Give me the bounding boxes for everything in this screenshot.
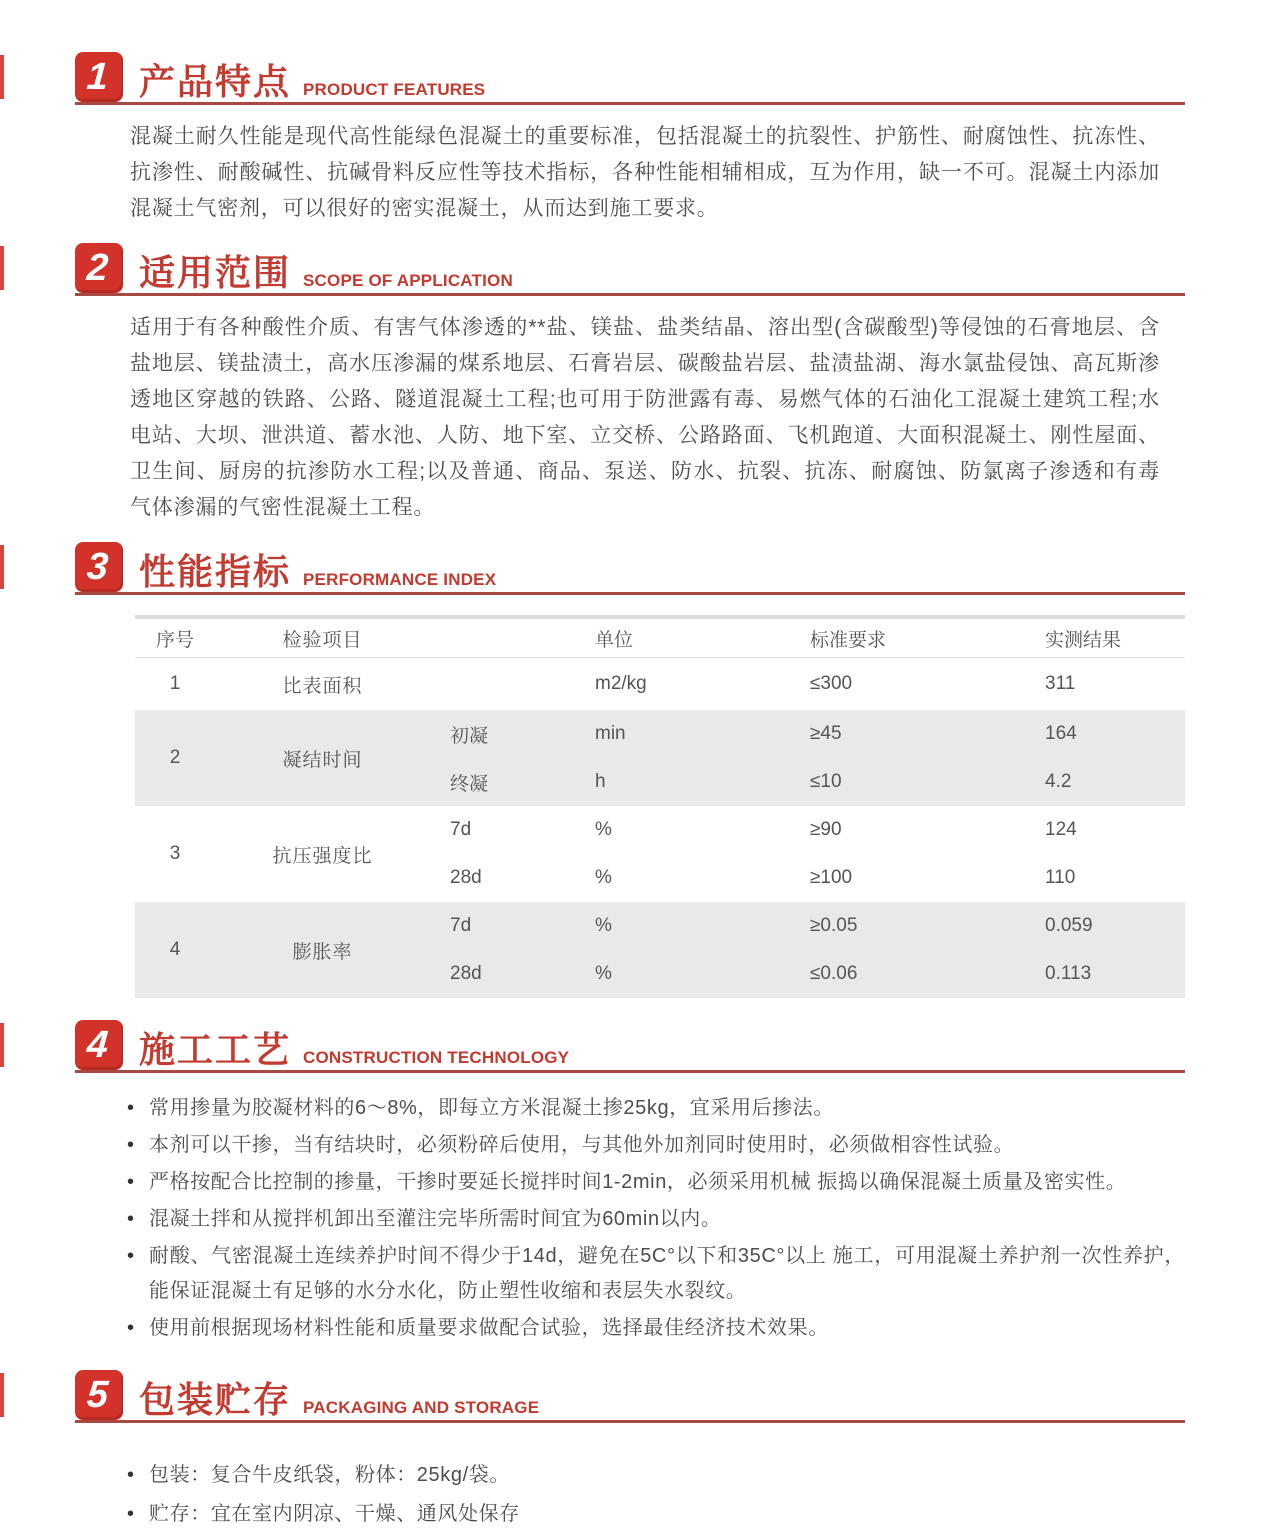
cell-standard: ≥100: [810, 867, 853, 888]
section-construction-technology: [75, 1020, 1185, 1346]
section-4-title-zh: 施工工艺: [139, 1029, 292, 1070]
cell-item: 凝结时间: [282, 749, 363, 771]
section-1-paragraph: 混凝土耐久性能是现代高性能绿色混凝土的重要标准，包括混凝土的抗裂性、护筋性、耐腐蚀性、抗冻性、抗渗性、耐酸碱性、抗碱骨料反应性等技术指标，各种性能相辅相成，互为作用，缺一不可。混凝土内添加混凝土气密剂，可以很好的密实混凝土，从而达到施工要求。: [130, 125, 1160, 220]
cell-item: 抗压强度比: [272, 845, 373, 867]
section-3-title-zh: 性能指标: [139, 551, 292, 592]
left-edge-tick: [0, 1023, 4, 1067]
bullet-item: • 严格按配合比控制的掺量，干掺时要延长搅拌时间1-2min，必须采用机械 振捣以确保混凝土质量及密实性。: [125, 1165, 1185, 1200]
bullet-item: • 混凝土拌和从搅拌机卸出至灌注完毕所需时间宜为60min以内。: [125, 1202, 1185, 1237]
cell-index: 4: [169, 939, 181, 960]
cell-item: 比表面积: [282, 675, 363, 697]
section-3-number: 3: [85, 546, 110, 588]
section-3-title-en: PERFORMANCE INDEX: [303, 570, 497, 589]
section-product-features: [75, 52, 1185, 227]
cell-standard: ≤10: [810, 771, 842, 792]
section-2-title-zh: 适用范围: [139, 252, 292, 293]
cell-standard: ≤300: [810, 673, 853, 694]
section-5-title-en: PACKAGING AND STORAGE: [303, 1398, 540, 1417]
cell-subitem: 28d: [450, 963, 482, 984]
bullet-item: • 包装：复合牛皮纸袋，粉体：25kg/袋。: [125, 1457, 1185, 1494]
cell-standard: ≥45: [810, 723, 842, 744]
cell-unit: %: [595, 963, 612, 984]
col-header-item: 检验项目: [282, 629, 363, 651]
section-1-number: 1: [85, 56, 110, 98]
section-5-number-badge: [75, 1370, 123, 1420]
section-1-title-zh: 产品特点: [139, 61, 292, 102]
section-3-header: [75, 542, 1185, 595]
section-4-header: [75, 1020, 1185, 1073]
cell-unit: %: [595, 915, 612, 936]
cell-index: 3: [169, 843, 181, 864]
col-header-standard: 标准要求: [810, 629, 887, 651]
cell-subitem: 终凝: [450, 773, 489, 795]
table-header-row: [135, 619, 1185, 658]
section-4-number-badge: [75, 1020, 123, 1070]
section-5-header: [75, 1370, 1185, 1423]
left-edge-tick: [0, 246, 4, 290]
performance-table: [135, 615, 1185, 998]
cell-subitem: 28d: [450, 867, 482, 888]
cell-standard: ≥90: [810, 819, 842, 840]
section-packaging-storage: [75, 1370, 1185, 1533]
section-4-title-en: CONSTRUCTION TECHNOLOGY: [303, 1048, 570, 1067]
cell-item: 膨胀率: [292, 941, 353, 963]
cell-result: 4.2: [1045, 771, 1072, 792]
cell-result: 164: [1045, 723, 1077, 744]
cell-unit: %: [595, 819, 612, 840]
left-edge-tick: [0, 545, 4, 589]
cell-index: 1: [169, 673, 181, 694]
cell-subitem: 7d: [450, 819, 472, 840]
section-1-number-badge: [75, 52, 123, 102]
cell-unit: h: [595, 771, 606, 792]
section-performance-index: [75, 542, 1185, 998]
cell-index: 2: [169, 747, 181, 768]
cell-result: 110: [1045, 867, 1076, 888]
table-row: [135, 710, 1185, 806]
section-2-title-en: SCOPE OF APPLICATION: [303, 271, 513, 290]
bullet-item: • 常用掺量为胶凝材料的6～8%，即每立方米混凝土掺25kg，宜采用后掺法。: [125, 1091, 1185, 1126]
col-header-index: 序号: [155, 629, 194, 651]
section-4-number: 4: [85, 1024, 110, 1066]
section-2-header: [75, 243, 1185, 296]
section-scope-of-application: [75, 243, 1185, 526]
col-header-unit: 单位: [595, 629, 634, 651]
section-5-number: 5: [85, 1374, 110, 1416]
cell-subitem: 7d: [450, 915, 472, 936]
col-header-result: 实测结果: [1045, 629, 1122, 651]
left-edge-tick: [0, 1373, 4, 1417]
section-2-number: 2: [85, 247, 110, 289]
cell-unit: %: [595, 867, 612, 888]
cell-result: 311: [1045, 673, 1076, 694]
construction-bullet-list: [125, 1091, 1185, 1346]
table-row: [135, 658, 1185, 710]
cell-result: 0.059: [1045, 915, 1093, 936]
bullet-item: • 本剂可以干掺，当有结块时，必须粉碎后使用，与其他外加剂同时使用时，必须做相容性试验。: [125, 1128, 1185, 1163]
cell-standard: ≤0.06: [810, 963, 858, 984]
bullet-item: • 耐酸、气密混凝土连续养护时间不得少于14d，避免在5C°以下和35C°以上 施工，可用混凝土养护剂一次性养护，能保证混凝土有足够的水分水化，防止塑性收缩和表层失水裂纹。: [125, 1239, 1185, 1309]
section-2-paragraph: 适用于有各种酸性介质、有害气体渗透的**盐、镁盐、盐类结晶、溶出型(含碳酸型)等侵蚀的石膏地层、含盐地层、镁盐渍土，高水压渗漏的煤系地层、石膏岩层、碳酸盐岩层、盐渍盐湖、海水氯盐侵蚀、高瓦斯渗透地区穿越的铁路、公路、隧道混凝土工程;也可用于防泄露有毒、易燃气体的石油化工混凝土建筑工程;水电站、大坝、泄洪道、蓄水池、人防、地下室、立交桥、公路路面、飞机跑道、大面积混凝土、刚性屋面、卫生间、厨房的抗渗防水工程;以及普通、商品、泵送、防水、抗裂、抗冻、耐腐蚀、防氯离子渗透和有毒气体渗漏的气密性混凝土工程。: [130, 316, 1160, 519]
packaging-bullet-list: [125, 1457, 1185, 1533]
table-row: [135, 806, 1185, 902]
bullet-item: • 使用前根据现场材料性能和质量要求做配合试验，选择最佳经济技术效果。: [125, 1311, 1185, 1346]
section-5-title-zh: 包装贮存: [139, 1379, 292, 1420]
cell-subitem: 初凝: [450, 725, 489, 747]
section-3-number-badge: [75, 542, 123, 592]
table-row: [135, 902, 1185, 998]
section-1-header: [75, 52, 1185, 105]
cell-result: 124: [1045, 819, 1077, 840]
cell-unit: m2/kg: [595, 673, 647, 694]
section-2-number-badge: [75, 243, 123, 293]
section-1-title-en: PRODUCT FEATURES: [303, 80, 486, 99]
bullet-item: • 贮存：宜在室内阴凉、干燥、通风处保存: [125, 1496, 1185, 1533]
cell-result: 0.113: [1045, 963, 1092, 984]
cell-unit: min: [595, 723, 626, 744]
left-edge-tick: [0, 55, 4, 99]
cell-standard: ≥0.05: [810, 915, 858, 936]
